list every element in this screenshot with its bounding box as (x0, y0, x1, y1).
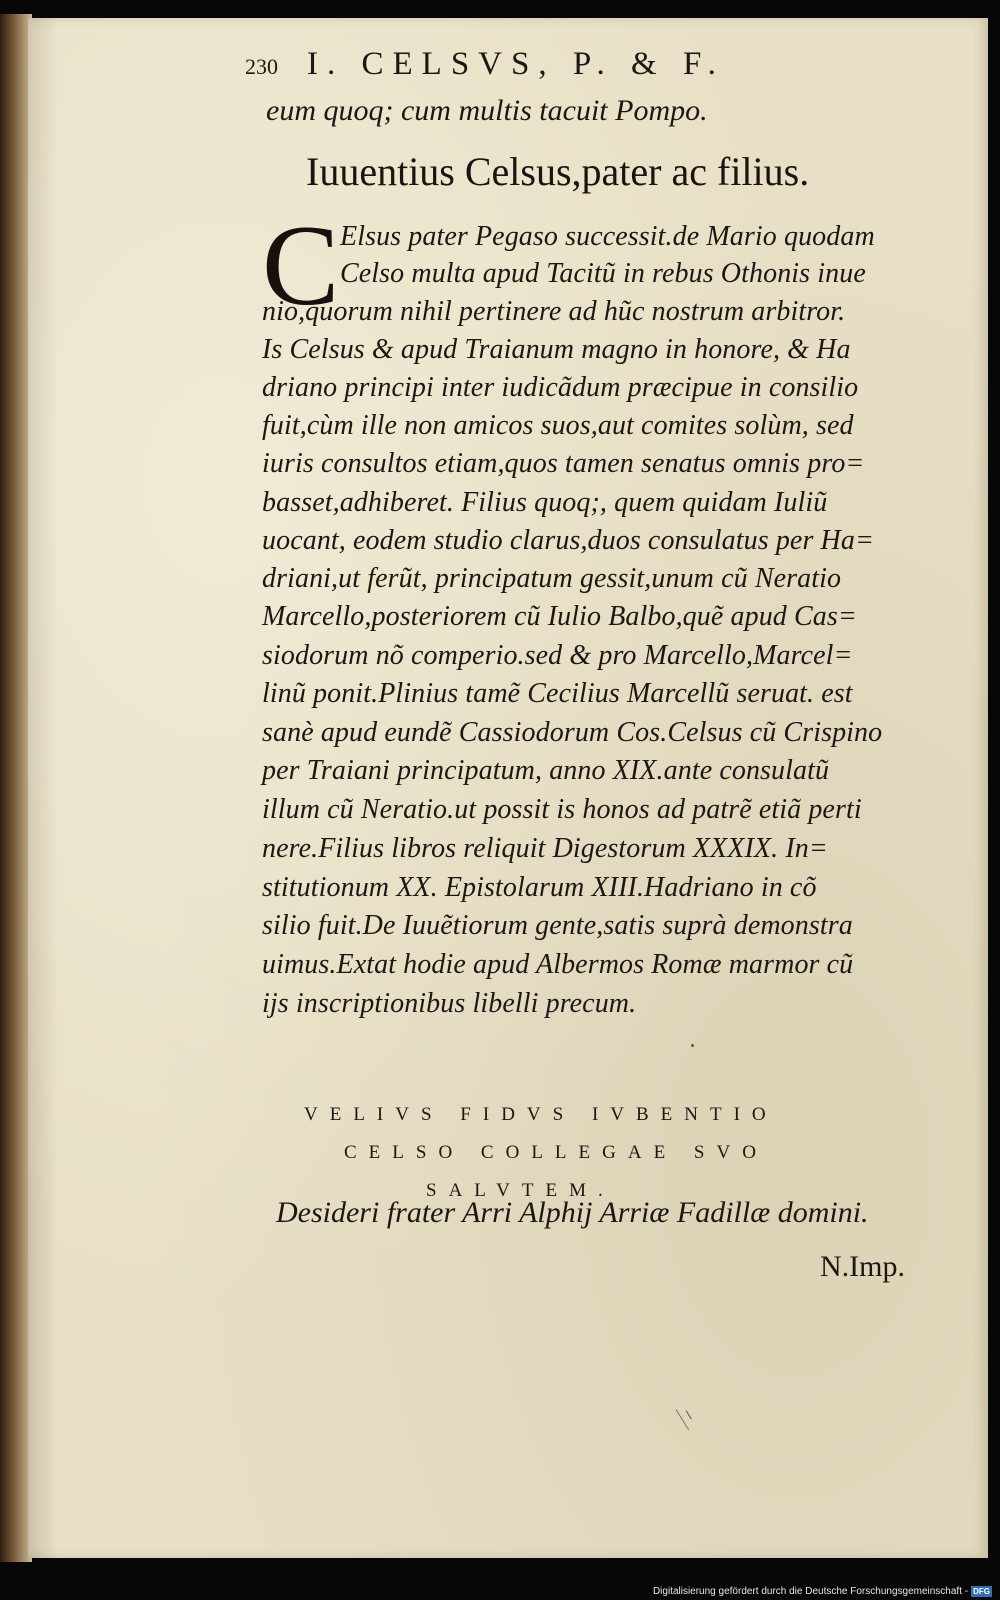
body-line: stitutionum XX. Epistolarum XIII.Hadriano in cõ (262, 872, 817, 903)
body-line: per Traiani principatum, anno XIX.ante consulatũ (262, 755, 830, 786)
dfg-logo: DFG (973, 1587, 990, 1596)
section-heading: Iuuentius Celsus,pater ac filius. (306, 149, 810, 194)
body-line: nere.Filius libros reliquit Digestorum XXXIX. In= (262, 833, 828, 864)
body-line: uocant, eodem studio clarus,duos consulatus per Ha= (262, 525, 874, 556)
digitization-credit (653, 1586, 992, 1597)
body-line: fuit,cùm ille non amicos suos,aut comites solùm, sed (262, 410, 854, 441)
body-line: Is Celsus & apud Traianum magno in honore, & Ha (262, 334, 851, 365)
body-line: illum cũ Neratio.ut possit is honos ad patrẽ etiã perti (262, 794, 862, 825)
inscription-end: N.Imp. (820, 1250, 905, 1283)
body-line: uimus.Extat hodie apud Albermos Romæ marmor cũ (262, 949, 854, 980)
body-line: siodorum nõ comperio.sed & pro Marcello,Marcel= (262, 640, 853, 671)
inscription-line: Desideri frater Arri Alphij Arriæ Fadillæ domini. (276, 1196, 869, 1229)
drop-cap: C (262, 202, 340, 330)
credit-text: Digitalisierung gefördert durch die Deutsche Forschungsgemeinschaft - (652, 1586, 969, 1597)
body-line: silio fuit.De Iuuẽtiorum gente,satis suprà demonstra (262, 910, 853, 941)
body-line: linũ ponit.Plinius tamẽ Cecilius Marcellũ seruat. est (262, 678, 853, 709)
inscription-caps-line: CELSO COLLEGAE SVO (344, 1142, 768, 1163)
body-line: basset,adhiberet. Filius quoq;, quem quidam Iuliũ (262, 487, 828, 518)
body-line: sanè apud eundẽ Cassiodorum Cos.Celsus cũ Crispino (262, 717, 883, 748)
body-line: Celso multa apud Tacitũ in rebus Othonis inue (340, 258, 866, 289)
stray-ink-dot (691, 1044, 694, 1047)
body-line: Marcello,posteriorem cũ Iulio Balbo,quẽ apud Cas= (262, 601, 857, 632)
inscription-caps-line: VELIVS FIDVS IVBENTIO (304, 1104, 778, 1125)
body-line: driano principi inter iudicãdum præcipue in consilio (262, 372, 859, 403)
body-line: driani,ut ferũt, principatum gessit,unum cũ Neratio (262, 563, 842, 594)
body-line: Elsus pater Pegaso successit.de Mario quodam (340, 221, 875, 252)
inscription-caps-line: SALVTEM. (426, 1180, 615, 1201)
page-number: 230 (245, 54, 278, 79)
body-line: nio,quorum nihil pertinere ad hũc nostrum arbitror. (262, 296, 846, 327)
running-title: I. CELSVS, P. & F. (307, 46, 725, 82)
body-line: iuris consultos etiam,quos tamen senatus omnis pro= (262, 448, 865, 479)
running-head (245, 46, 885, 86)
lead-line: eum quoq; cum multis tacuit Pompo. (266, 94, 708, 127)
body-line: ijs inscriptionibus libelli precum. (262, 988, 637, 1019)
